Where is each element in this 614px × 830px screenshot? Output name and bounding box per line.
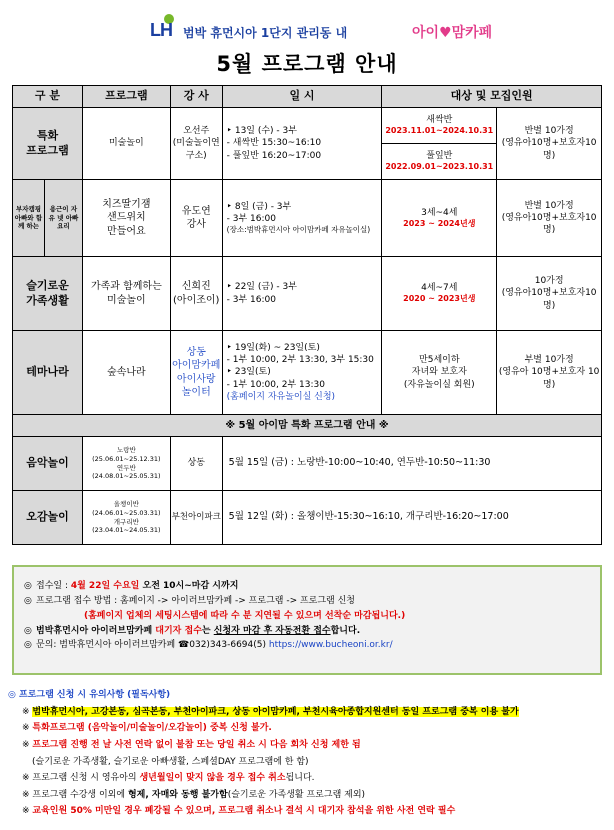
caution-item: ※ 프로그램 진행 전 날 사전 연락 없이 불참 또는 당일 취소 시 다음 회차 신청 제한 됨 xyxy=(22,739,361,750)
schedule-line: - 1부 10:00, 2부 13:30, 3부 15:30 xyxy=(226,355,374,366)
caution-text: 범박휴먼시아, 고강본동, 심곡본동, 부천아이파크, 상동 아이맘카페, 부천시육아종합지원센터 동일 프로그램 중복 이용 불가 xyxy=(32,706,519,717)
table-row xyxy=(13,180,602,257)
notice-text: 접수일 : xyxy=(36,581,71,591)
table-row xyxy=(13,108,602,144)
schedule-line: (홈페이지 자유놀이실 신청) xyxy=(226,391,336,402)
brand-text: 범박 휴먼시아 1단지 관리동 내 xyxy=(183,26,348,40)
target-family xyxy=(382,257,497,331)
header-target: 대상 및 모집인원 xyxy=(382,86,602,108)
capacity-themepark: 부별 10가정 (영유아 10명+보호자 10명) xyxy=(497,331,602,415)
page-title: 5월 프로그램 안내 xyxy=(216,52,398,76)
capacity-fathers: 반별 10가정 (영유아10명+보호자10명) xyxy=(497,180,602,257)
caution-item: ※ 교육인원 50% 미만일 경우 폐강될 수 있으며, 프로그램 취소나 결석 시 대기자 참석을 위한 사전 연락 필수 xyxy=(22,806,456,817)
notice-line xyxy=(24,609,590,624)
schedule-line: - 3부 16:00 xyxy=(226,214,276,225)
caution-item xyxy=(8,754,608,771)
table-header-row xyxy=(13,86,602,108)
notice-text: 문의: 범박휴먼시아 아이러브맘카페 ☎032)343-6694(5) xyxy=(36,640,269,651)
table-row xyxy=(13,491,602,545)
header-category: 구 분 xyxy=(13,86,83,108)
program-music: 노랑반 (25.06.01~25.12.31) 연두반 (24.08.01~25.05.31) xyxy=(82,437,170,491)
schedule-line: ‣ 13일 (수) - 3부 xyxy=(226,126,297,137)
program-table xyxy=(12,85,602,545)
schedule-fathers xyxy=(222,180,382,257)
target-fathers xyxy=(382,180,497,257)
caution-item: ※ 프로그램 신청 시 영유아의 생년월일이 맞지 않을 경우 접수 취소됩니다. xyxy=(22,773,315,784)
bullet-icon: ◎ xyxy=(24,581,32,591)
schedule-line: - 새싹반 15:30~16:10 xyxy=(226,138,322,149)
program-family: 가족과 함께하는 미술놀이 xyxy=(82,257,170,331)
target-art-2 xyxy=(382,144,497,180)
notice-text: 신청자 마감 후 자동전환 접수 xyxy=(213,625,331,636)
notice-line xyxy=(24,624,590,639)
table-row xyxy=(13,257,602,331)
target-dates: 2023 ~ 2024년생 xyxy=(403,218,476,228)
caution-item: ※ 범박휴먼시아, 고강본동, 심곡본동, 부천아이파크, 상동 아이맘카페, 부천시육아종합지원센터 동일 프로그램 중복 이용 불가 xyxy=(22,706,519,717)
category-family: 슬기로운 가족생활 xyxy=(13,257,83,331)
special-program-title: ※ 5월 아이맘 특화 프로그램 안내 ※ xyxy=(13,415,602,437)
schedule-line: - 3부 16:00 xyxy=(226,294,276,305)
header-teacher: 강 사 xyxy=(170,86,222,108)
notice-warning: (홈페이지 업체의 세팅시스템에 따라 수 분 지연될 수 있으며 선착순 마감됩니다.) xyxy=(84,610,406,621)
program-fathers: 치즈딸기잼 샌드위치 만들어요 xyxy=(82,180,170,257)
notice-text: 프로그램 접수 방법 : 홈페이지 -> 아이러브맘카페 -> 프로그램 -> 프로그램 신청 xyxy=(36,595,355,606)
cafe-logo-part-a: 아이 xyxy=(412,25,440,41)
schedule-art xyxy=(222,108,382,180)
target-label: 풀잎반 xyxy=(426,151,453,162)
capacity-family: 10가정 (영유아10명+보호자10명) xyxy=(497,257,602,331)
program-art: 미술놀이 xyxy=(82,108,170,180)
caution-text: (슬기로운 가족생활, 슬기로운 아빠생활, 스페셜DAY 프로그램에 한 함) xyxy=(32,756,309,767)
cafe-logo xyxy=(412,22,492,42)
teacher-family: 신희진 (아이조이) xyxy=(170,257,222,331)
schedule-line: - 풀잎반 16:20~17:00 xyxy=(226,150,322,161)
caution-item: ※ 프로그램 수강생 이외에 형제, 자매와 동행 불가함(슬기로운 가족생활 프로그램 제외) xyxy=(22,789,366,800)
table-row xyxy=(13,331,602,415)
notice-text: 는 xyxy=(201,625,214,636)
caution-text: 프로그램 수강생 이외에 xyxy=(32,789,128,800)
notice-text: 대기자 접수 xyxy=(155,625,202,636)
teacher-art: 오선주 (미술놀이연구소) xyxy=(170,108,222,180)
schedule-line: ‣ 19일(화) ~ 23일(토) xyxy=(226,343,320,354)
teacher-fathers: 유도연 강사 xyxy=(170,180,222,257)
header-schedule: 일 시 xyxy=(222,86,382,108)
category-themepark: 테마나라 xyxy=(13,331,83,415)
target-art-1 xyxy=(382,108,497,144)
bullet-icon: ◎ xyxy=(24,625,32,636)
schedule-line: - 1부 10:00, 2부 13:30 xyxy=(226,379,325,390)
target-label: 3세~4세 xyxy=(421,207,458,218)
notice-line xyxy=(24,579,590,594)
caution-text: 프로그램 진행 전 날 사전 연락 없이 불참 또는 당일 취소 시 다음 회차 신청 제한 됨 xyxy=(32,739,361,750)
caution-text: 특화프로그램 (음악놀이/미술놀이/오감놀이) 중복 신청 불가. xyxy=(32,723,272,734)
category-music: 음악놀이 xyxy=(13,437,83,491)
category-art: 특화 프로그램 xyxy=(13,108,83,180)
target-themepark: 만5세이하 자녀와 보호자 (자유놀이실 회원) xyxy=(382,331,497,415)
target-dates: 2020 ~ 2023년생 xyxy=(403,294,476,304)
caution-text: 됩니다. xyxy=(285,773,315,784)
category-fathers-main: 부자캠핑 아빠와 함께 하는 xyxy=(13,180,45,256)
caution-text: 형제, 자매와 동행 불가함 xyxy=(127,789,228,800)
schedule-music: 5월 15일 (금) : 노랑반-10:00~10:40, 연두반-10:50~11:30 xyxy=(222,437,601,491)
notice-line xyxy=(24,638,590,653)
cautions-heading xyxy=(8,687,608,704)
schedule-line: ‣ 8일 (금) - 3부 xyxy=(226,201,292,212)
schedule-line: (장소:범박휴먼시아 아이맘카페 자유놀이실) xyxy=(226,225,371,235)
target-dates: 2023.11.01~2024.10.31 xyxy=(385,126,494,136)
schedule-senses: 5월 12일 (화) : 올챙이반-15:30~16:10, 개구리반-16:20~17:00 xyxy=(222,491,601,545)
target-dates: 2022.09.01~2023.10.31 xyxy=(385,162,494,172)
schedule-family xyxy=(222,257,382,331)
cafe-logo-part-b: 맘카페 xyxy=(451,25,493,41)
bullet-icon: ◎ xyxy=(24,595,32,606)
capacity-art: 반별 10가정 (영유아10명+보호자10명) xyxy=(497,108,602,180)
header-program: 프로그램 xyxy=(82,86,170,108)
lh-logo: LH xyxy=(150,20,172,40)
program-senses: 올챙이반 (24.06.01~25.03.31) 개구리반 (23.04.01~24.05.31) xyxy=(82,491,170,545)
notice-box xyxy=(12,565,602,675)
notice-text: 범박휴먼시아 아이러브맘카페 xyxy=(36,625,156,636)
caution-text: (슬기로운 가족생활 프로그램 제외) xyxy=(227,789,366,800)
caution-text: 교육인원 50% 미만일 경우 폐강될 수 있으며, 프로그램 취소나 결석 시 대기자 참석을 위한 사전 연락 필수 xyxy=(32,806,456,817)
table-row xyxy=(13,437,602,491)
target-label: 새싹반 xyxy=(426,115,453,126)
schedule-themepark xyxy=(222,331,382,415)
schedule-line: ‣ 23일(토) xyxy=(226,367,271,378)
cautions-title: 프로그램 신청 시 유의사항 (필독사항) xyxy=(19,690,171,700)
caution-text: 생년월일이 맞지 않을 경우 접수 취소 xyxy=(139,773,286,784)
notice-text: 오전 10시~마감 시까지 xyxy=(139,581,239,591)
program-themepark: 숲속나라 xyxy=(82,331,170,415)
table-row xyxy=(13,415,602,437)
place-music: 상동 xyxy=(170,437,222,491)
category-senses: 오감놀이 xyxy=(13,491,83,545)
schedule-line: ‣ 22일 (금) - 3부 xyxy=(226,282,297,293)
notice-line xyxy=(24,594,590,609)
header xyxy=(0,8,614,46)
category-fathers-sub: 용근이 자유 넷 아빠 요리 xyxy=(48,205,79,231)
heart-icon: ♥ xyxy=(439,25,452,41)
caution-item: ※ 특화프로그램 (음악놀이/미술놀이/오감놀이) 중복 신청 불가. xyxy=(22,723,272,734)
notice-date: 4월 22일 수요일 xyxy=(70,581,140,591)
category-fathers xyxy=(13,180,83,257)
bullet-icon: ◎ xyxy=(24,640,32,651)
caution-text: 프로그램 신청 시 영유아의 xyxy=(32,773,140,784)
circle-icon: ◎ xyxy=(8,690,19,700)
teacher-themepark: 상동 아이맘카페 아이사랑 놀이터 xyxy=(170,331,222,415)
target-label: 4세~7세 xyxy=(421,283,458,294)
cautions-section xyxy=(8,687,608,820)
notice-text: 합니다. xyxy=(330,625,361,636)
place-senses: 부천아이파크 xyxy=(170,491,222,545)
homepage-link[interactable]: https://www.bucheoni.or.kr/ xyxy=(268,640,393,651)
